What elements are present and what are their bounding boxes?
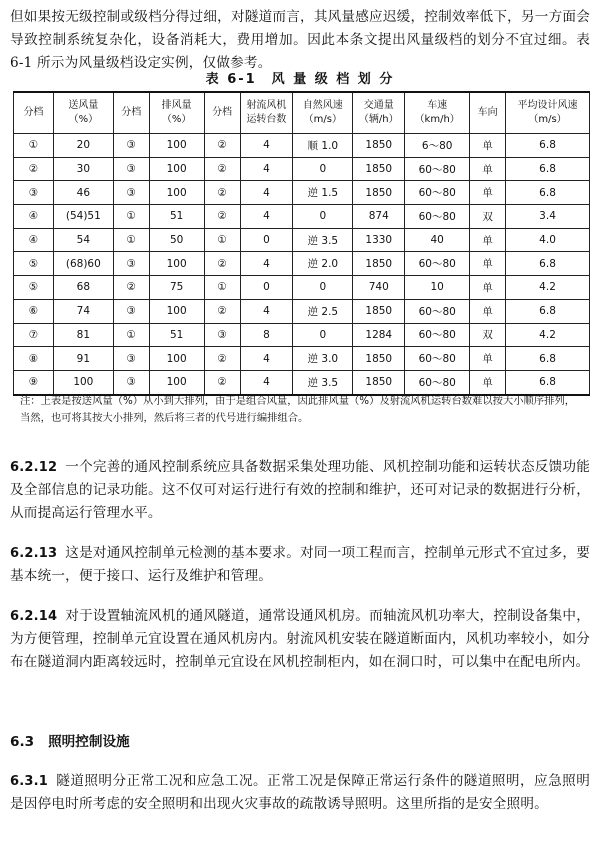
table-cell: 0 [240,228,293,252]
table-body [14,134,590,395]
table-cell: ⑨ [14,370,54,394]
table-header-cell: 自然风速 （m/s） [293,92,353,134]
table-cell: 双 [470,205,506,229]
table-cell: ④ [14,228,54,252]
table-header-cell: 分档 [204,92,240,134]
table-cell: ③ [204,323,240,347]
table-cell: 1850 [353,370,405,394]
clause-6-3-1 [10,770,590,816]
table-note: 注：上表是按送风量（%）从小到大排列，由于是组合风量，因此排风量（%）及射流风机运转台数难以按大小顺序排列，当然，也可将其按大小排列，然后将三者的代号进行编排组合。 [20,395,576,424]
table-cell: ① [204,228,240,252]
table-cell: 1850 [353,157,405,181]
table-cell: ③ [113,134,149,158]
table-row [14,205,590,229]
table-cell: 4 [240,205,293,229]
table-header-cell: 平均设计风速 （m/s） [506,92,590,134]
table-cell: 100 [149,299,204,323]
table-cell: 顺 1.0 [293,134,353,158]
table-cell: 60～80 [405,299,470,323]
table-cell: ① [14,134,54,158]
table-header-cell: 交通量 （辆/h） [353,92,405,134]
table-cell: 8 [240,323,293,347]
table-cell: 60～80 [405,370,470,394]
table-cell: ② [204,347,240,371]
table-cell: 单 [470,157,506,181]
table-cell: 40 [405,228,470,252]
table-cell: 100 [149,181,204,205]
table-cell: ③ [113,181,149,205]
table-cell: 51 [149,323,204,347]
table-cell: 60～80 [405,347,470,371]
table-cell: (54)51 [53,205,113,229]
table-cell: ② [204,157,240,181]
table-cell: 双 [470,323,506,347]
clause-number: 6.3.1 [10,774,49,789]
table-cell: ③ [113,370,149,394]
section-heading [10,730,130,750]
table-cell: ⑦ [14,323,54,347]
table-cell: ③ [113,347,149,371]
table-cell: 0 [293,205,353,229]
table-cell: 逆 3.5 [293,228,353,252]
table-cell: 60～80 [405,157,470,181]
table-cell: 0 [293,323,353,347]
table-cell: ① [113,205,149,229]
table-cell: 60～80 [405,181,470,205]
table-cell: 1330 [353,228,405,252]
table-cell: 单 [470,228,506,252]
table-cell: 30 [53,157,113,181]
table-cell: 4 [240,157,293,181]
table-cell: ③ [113,252,149,276]
table-cell: ① [204,276,240,300]
table-cell: 1850 [353,134,405,158]
table-header-cell: 送风量 （%） [53,92,113,134]
table-header-cell: 分档 [113,92,149,134]
table-cell: 单 [470,370,506,394]
table-cell: 100 [149,252,204,276]
table-row [14,276,590,300]
table-cell: 4 [240,299,293,323]
table-cell: 50 [149,228,204,252]
table-cell: 6.8 [506,347,590,371]
table-cell: ② [204,205,240,229]
table-cell: ② [204,370,240,394]
table-cell: 单 [470,276,506,300]
table-cell: 6.8 [506,181,590,205]
table-header-cell: 车向 [470,92,506,134]
table-row [14,299,590,323]
table-cell: 10 [405,276,470,300]
table-cell: 68 [53,276,113,300]
clause-text: 一个完善的通风控制系统应具备数据采集处理功能、风机控制功能和运转状态反馈功能及全部信息的记录功能。这不仅可对运行进行有效的控制和维护，还可对记录的数据进行分析，从而提高运行管理水平。 [10,459,590,521]
table-cell: ① [113,228,149,252]
table-cell: 4 [240,134,293,158]
table-cell: 100 [149,157,204,181]
section-number: 6.3 [10,734,35,750]
table-cell: 6.8 [506,157,590,181]
table-cell: ⑧ [14,347,54,371]
table-row [14,134,590,158]
table-cell: 0 [240,276,293,300]
table-row [14,228,590,252]
table-cell: (68)60 [53,252,113,276]
table-cell: ① [113,323,149,347]
table-header-cell: 射流风机 运转台数 [240,92,293,134]
table-cell: 单 [470,299,506,323]
table-cell: 6～80 [405,134,470,158]
table-cell: 874 [353,205,405,229]
table-cell: 60～80 [405,323,470,347]
table-cell: 单 [470,347,506,371]
table-cell: 60～80 [405,205,470,229]
table-cell: 81 [53,323,113,347]
table-cell: 4 [240,347,293,371]
table-cell: 6.8 [506,252,590,276]
table-cell: ③ [113,299,149,323]
table-header-cell: 分档 [14,92,54,134]
table-cell: 46 [53,181,113,205]
clause-6-2-13 [10,542,590,588]
table-cell: 100 [149,134,204,158]
table-cell: 6.8 [506,370,590,394]
table-cell: 6.8 [506,299,590,323]
clause-text: 对于设置轴流风机的通风隧道，通常设通风机房。而轴流风机功率大，控制设备集中，为方便管理，控制单元宜设置在通风机房内。射流风机安装在隧道断面内，风机功率较小，如分布在隧道洞内距离较远时，控制单元宜设在风机控制柜内，如在洞口时，可以集中在配电所内。 [10,608,590,670]
table-cell: 100 [149,370,204,394]
section-title: 照明控制设施 [48,734,130,750]
table-cell: 4 [240,370,293,394]
airflow-level-table [13,91,590,396]
table-cell: 740 [353,276,405,300]
table-cell: 逆 3.5 [293,370,353,394]
table-cell: 0 [293,157,353,181]
clause-number: 6.2.13 [10,546,58,561]
table-cell: 逆 2.5 [293,299,353,323]
clause-text: 这是对通风控制单元检测的基本要求。对同一项工程而言，控制单元形式不宜过多，要基本统一，便于接口、运行及维护和管理。 [10,545,590,584]
table-cell: ③ [14,181,54,205]
table-cell: ③ [113,157,149,181]
table-cell: 6.8 [506,134,590,158]
table-row [14,157,590,181]
table-cell: 60～80 [405,252,470,276]
clause-number: 6.2.14 [10,609,58,624]
table-cell: 逆 1.5 [293,181,353,205]
table-header-row [14,92,590,134]
table-cell: 4 [240,252,293,276]
table-cell: 单 [470,134,506,158]
table-cell: 单 [470,181,506,205]
table-cell: 4.2 [506,276,590,300]
table-cell: ⑥ [14,299,54,323]
table-cell: 逆 2.0 [293,252,353,276]
table-cell: 74 [53,299,113,323]
clause-number: 6.2.12 [10,460,58,475]
table-cell: 20 [53,134,113,158]
table-cell: ⑤ [14,276,54,300]
table-cell: 1850 [353,299,405,323]
table-caption: 表 6-1 风 量 级 档 划 分 [205,72,395,87]
table-cell: 1850 [353,252,405,276]
table-cell: 单 [470,252,506,276]
table-cell: 91 [53,347,113,371]
table-cell: 100 [53,370,113,394]
table-cell: 4 [240,181,293,205]
table-cell: 逆 3.0 [293,347,353,371]
table-cell: ② [113,276,149,300]
clause-6-2-12 [10,456,590,525]
table-cell: ② [204,299,240,323]
intro-paragraph: 但如果按无级控制或级档分得过细，对隧道而言，其风量感应迟缓，控制效率低下，另一方面会导致控制系统复杂化，设备消耗大，费用增加。因此本条文提出风量级档的划分不宜过细。表 6-1 所示为风量级档设定实例，仅做参考。 [10,9,590,71]
table-cell: ② [204,181,240,205]
table-cell: 54 [53,228,113,252]
table-cell: 4.2 [506,323,590,347]
table-cell: 4.0 [506,228,590,252]
table-cell: 100 [149,347,204,371]
clause-6-2-14 [10,605,590,674]
table-header-cell: 排风量 （%） [149,92,204,134]
table-cell: ② [14,157,54,181]
table-cell: 3.4 [506,205,590,229]
table-cell: ⑤ [14,252,54,276]
table-header-cell: 车速 （km/h） [405,92,470,134]
table-cell: ② [204,252,240,276]
table-cell: 1284 [353,323,405,347]
table-cell: 75 [149,276,204,300]
table-row [14,347,590,371]
table-row [14,181,590,205]
table-cell: 1850 [353,347,405,371]
clause-text: 隧道照明分正常工况和应急工况。正常工况是保障正常运行条件的隧道照明，应急照明是因停电时所考虑的安全照明和出现火灾事故的疏散诱导照明。这里所指的是安全照明。 [10,773,590,812]
table-row [14,370,590,394]
table-row [14,323,590,347]
table-cell: 0 [293,276,353,300]
table-row [14,252,590,276]
table-cell: 51 [149,205,204,229]
table-cell: 1850 [353,181,405,205]
table-cell: ④ [14,205,54,229]
table-cell: ② [204,134,240,158]
